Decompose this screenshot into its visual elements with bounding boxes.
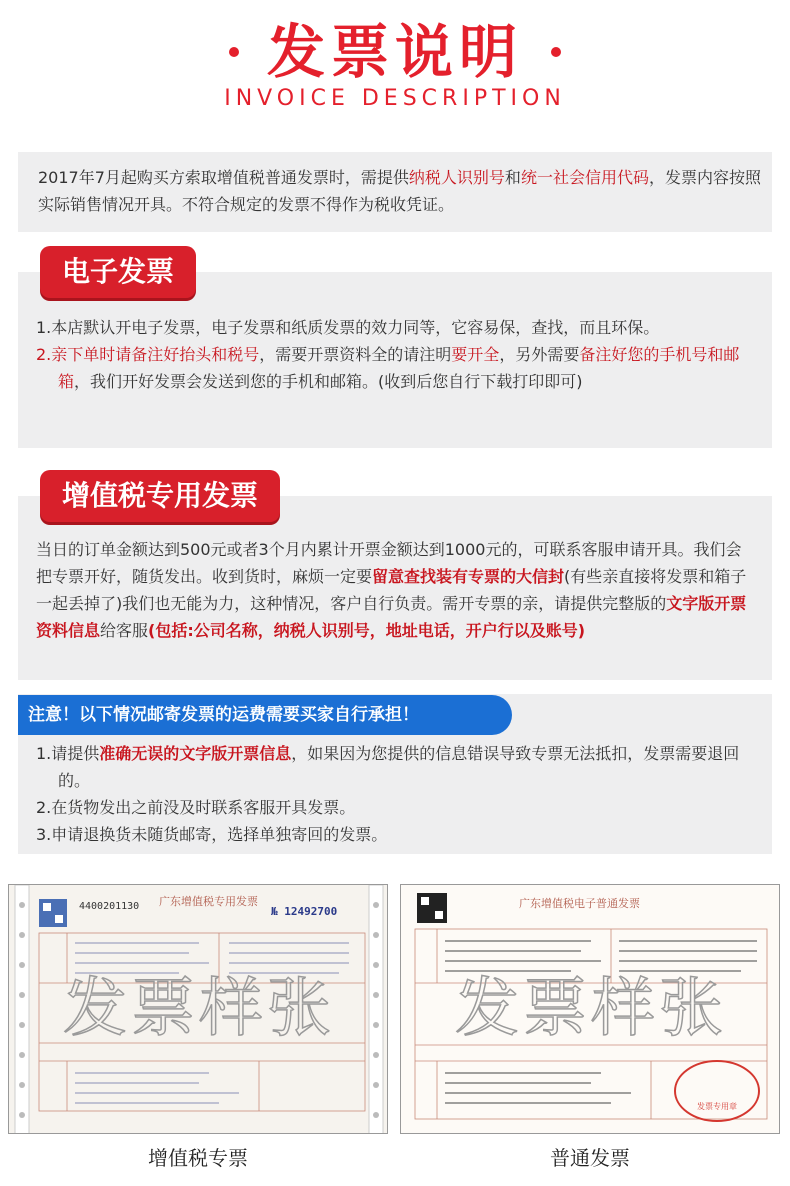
page-title-text: 发票说明 — [266, 18, 523, 86]
invoice-samples — [0, 876, 790, 1176]
page-subtitle: INVOICE DESCRIPTION — [224, 86, 566, 111]
page-title — [0, 12, 790, 92]
vat-invoice-panel — [18, 496, 772, 680]
electronic-item-2 — [36, 341, 752, 395]
vat-highlight-text-info: 文字版开票资料信息 — [36, 594, 747, 640]
general-sample-watermark: 发票样张 — [455, 972, 727, 1046]
page-header — [0, 0, 790, 140]
intro-text — [38, 164, 772, 218]
intro-text-2: 和 — [504, 168, 521, 187]
notice-item-3: 3.申请退换货未随货邮寄，选择单独寄回的发票。 — [36, 825, 388, 844]
vat-sample-form-title: 广东增值税专用发票 — [159, 895, 258, 908]
vat-highlight-required-fields: (包括:公司名称，纳税人识别号，地址电话，开户行以及账号) — [148, 621, 586, 640]
vat-text-3: 给客服 — [100, 621, 149, 640]
general-invoice-sample-graphic — [401, 885, 780, 1134]
electronic-invoice-panel — [18, 272, 772, 448]
vat-invoice-sample-graphic — [9, 885, 388, 1134]
vat-sample-caption: 增值税专票 — [148, 1146, 248, 1170]
electronic-item-2-red-2: 要开全 — [451, 345, 500, 364]
general-invoice-sample-image — [400, 884, 780, 1134]
vat-text-1: 当日的订单金额达到500元或者3个月内累计开票金额达到1000元的，可联系客服申请开具。我们会把专票开好，随货发出。收到货时，麻烦一定要 — [36, 540, 742, 586]
intro-text-3: ，发票内容按照实际销售情况开具。不符合规定的发票不得作为税收凭证。 — [38, 168, 761, 214]
vat-sample-code: 4400201130 — [79, 901, 140, 912]
intro-text-1: 2017年7月起购买方索取增值税普通发票时，需提供 — [38, 168, 409, 187]
electronic-item-2-red-1: 2.亲下单时请备注好抬头和税号 — [36, 345, 260, 364]
general-sample-form-title: 广东增值税电子普通发票 — [519, 897, 640, 910]
notice-item-1-text-1: 1.请提供 — [36, 744, 100, 763]
electronic-item-2-text-2: ，另外需要 — [499, 345, 580, 364]
notice-item-1 — [36, 740, 752, 794]
title-dot-left — [229, 47, 239, 57]
notice-banner: 注意！以下情况邮寄发票的运费需要买家自行承担！ — [18, 695, 512, 735]
electronic-item-2-text-3: ，我们开好发票会发送到您的手机和邮箱。(收到后您自行下载打印即可) — [74, 372, 583, 391]
electronic-item-2-text-1: ，需要开票资料全的请注明 — [259, 345, 452, 364]
electronic-invoice-tag: 电子发票 — [40, 246, 196, 298]
title-dot-right — [551, 47, 561, 57]
intro-panel — [18, 152, 772, 232]
vat-sample-watermark: 发票样张 — [63, 972, 335, 1046]
vat-invoice-tag: 增值税专用发票 — [40, 470, 280, 522]
vat-sample-number: № 12492700 — [271, 905, 338, 918]
electronic-item-2-red-3: 备注好您的手机号和邮箱 — [58, 345, 740, 391]
vat-text-2: (有些亲直接将发票和箱子一起丢掉了)我们也无能为力，这种情况，客户自行负责。需开专票的亲，请提供完整版的 — [36, 567, 747, 613]
intro-highlight-credit-code: 统一社会信用代码 — [520, 168, 649, 187]
notice-item-2: 2.在货物发出之前没及时联系客服开具发票。 — [36, 798, 356, 817]
notice-item-1-text-2: ，如果因为您提供的信息错误导致专票无法抵扣，发票需要退回的。 — [58, 744, 740, 790]
notice-item-1-highlight: 准确无误的文字版开票信息 — [99, 744, 292, 763]
vat-text — [36, 536, 752, 644]
seal-text: 发票专用章 — [697, 1102, 737, 1111]
intro-highlight-taxpayer-id: 纳税人识别号 — [408, 168, 505, 187]
vat-invoice-sample-image — [8, 884, 388, 1134]
general-sample-caption: 普通发票 — [550, 1146, 630, 1170]
vat-highlight-envelope: 留意查找装有专票的大信封 — [372, 567, 565, 586]
electronic-item-1: 1.本店默认开电子发票，电子发票和纸质发票的效力同等，它容易保，查找，而且环保。 — [36, 318, 660, 337]
